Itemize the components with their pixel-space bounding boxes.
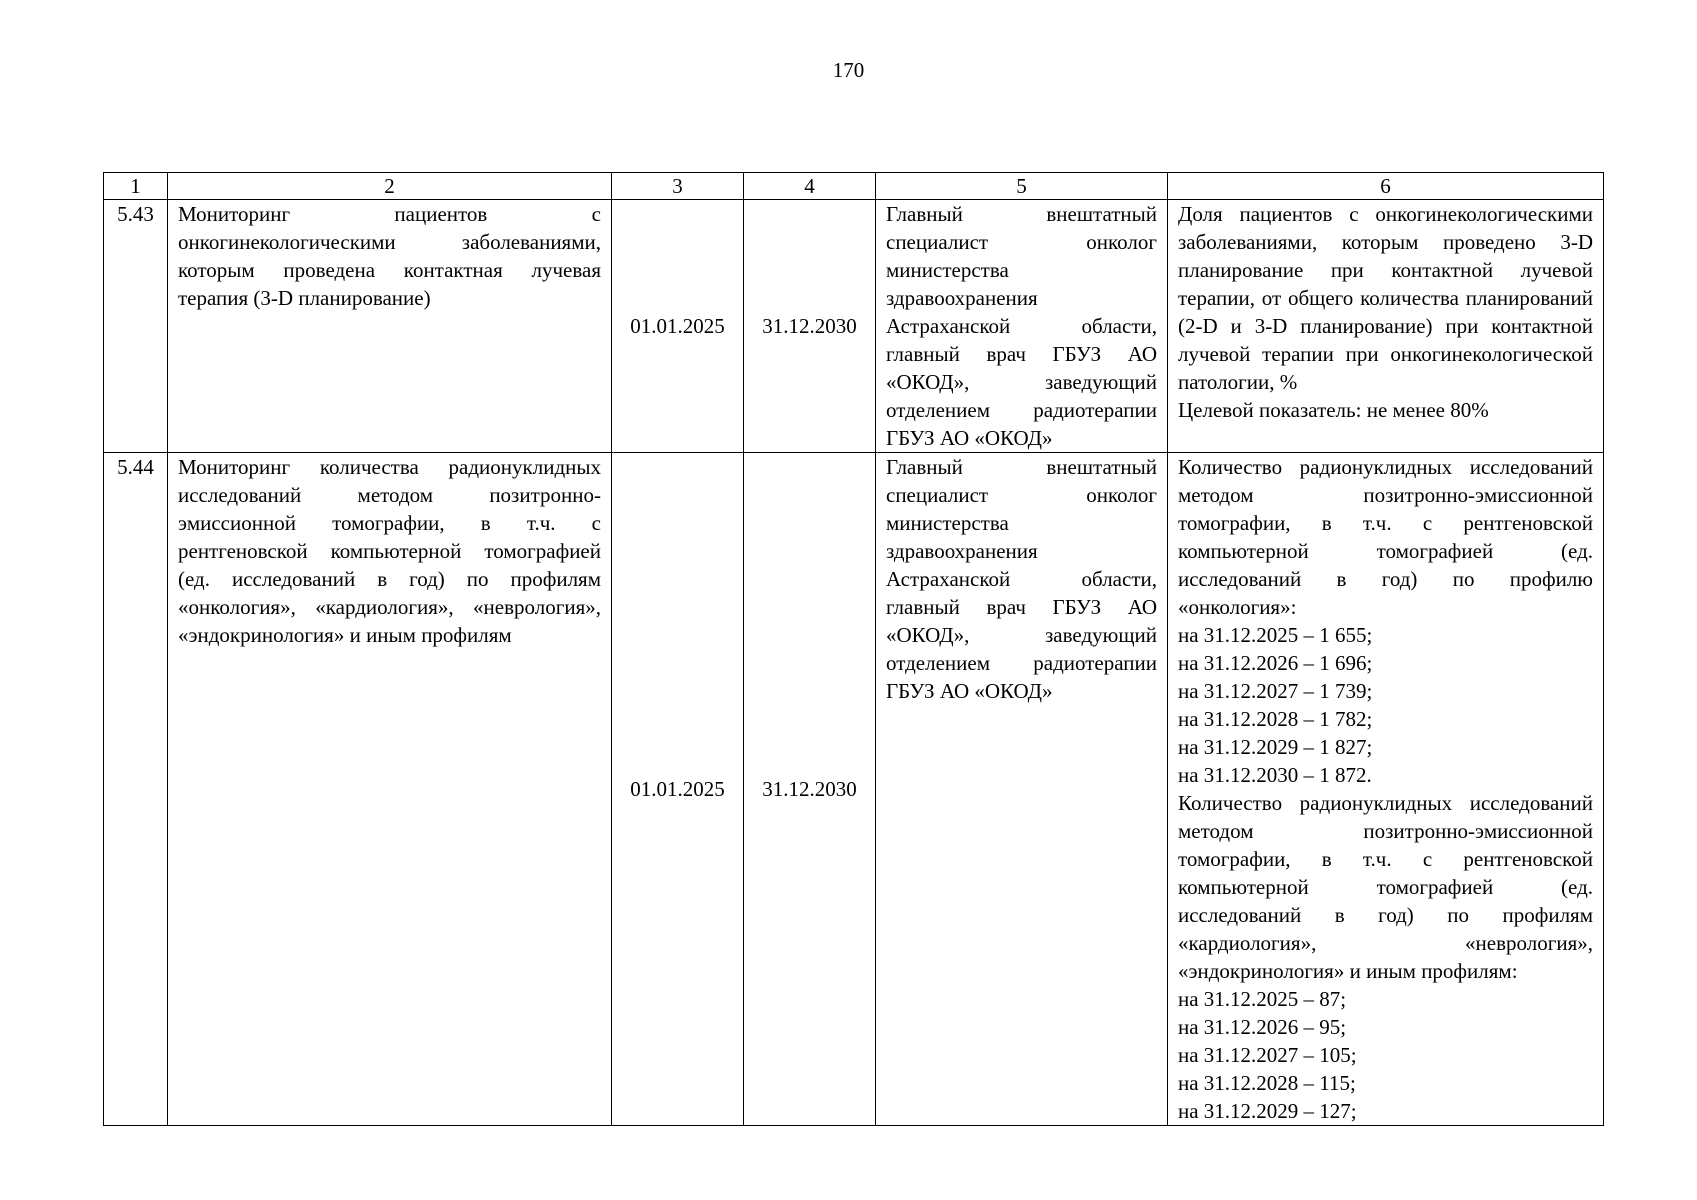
- indicator-line: на 31.12.2027 – 105;: [1178, 1043, 1357, 1067]
- row-indicator: [1168, 453, 1604, 1126]
- indicator-line: Количество радионуклидных исследований методом позитронно-эмиссионной томографии, в т.ч. с рентгеновской компьютерной томографией (ед. исследований в год) по профилям «кардиология», «неврология», «эндокринология» и иным профилям:: [1178, 791, 1593, 983]
- indicator-line: на 31.12.2026 – 1 696;: [1178, 651, 1373, 675]
- column-header-6: 6: [1168, 173, 1604, 200]
- row-start-date: 01.01.2025: [612, 200, 744, 453]
- indicator-line: Целевой показатель: не менее 80%: [1178, 398, 1489, 422]
- page-number: 170: [832, 58, 865, 82]
- indicator-line: Доля пациентов с онкогинекологическими заболеваниями, которым проведено 3-D планирование при контактной лучевой терапии, от общего количества планирований (2-D и 3-D планирование) при контактной лучевой терапии при онкогинекологической патологии, %: [1178, 202, 1593, 394]
- column-header-3: 3: [612, 173, 744, 200]
- row-description: Мониторинг количества радионуклидных исследований методом позитронно-эмиссионной томографии, в т.ч. с рентгеновской компьютерной томографией (ед. исследований в год) по профилям «онкология», «кардиология», «неврология», «эндокринология» и иным профилям: [168, 453, 612, 1126]
- row-description: Мониторинг пациентов с онкогинекологическими заболеваниями, которым проведена контактная лучевая терапия (3-D планирование): [168, 200, 612, 453]
- row-responsible: Главный внештатный специалист онколог министерства здравоохранения Астраханской области, главный врач ГБУЗ АО «ОКОД», заведующий отделением радиотерапии ГБУЗ АО «ОКОД»: [876, 200, 1168, 453]
- indicator-line: на 31.12.2030 – 1 872.: [1178, 763, 1372, 787]
- indicator-line: на 31.12.2025 – 87;: [1178, 987, 1347, 1011]
- indicator-line: Количество радионуклидных исследований методом позитронно-эмиссионной томографии, в т.ч. с рентгеновской компьютерной томографией (ед. исследований в год) по профилю «онкология»:: [1178, 455, 1593, 619]
- row-number: 5.43: [104, 200, 168, 453]
- indicator-line: на 31.12.2029 – 127;: [1178, 1099, 1357, 1123]
- row-end-date: 31.12.2030: [744, 453, 876, 1126]
- indicator-line: на 31.12.2028 – 1 782;: [1178, 707, 1373, 731]
- row-responsible: Главный внештатный специалист онколог министерства здравоохранения Астраханской области, главный врач ГБУЗ АО «ОКОД», заведующий отделением радиотерапии ГБУЗ АО «ОКОД»: [876, 453, 1168, 1126]
- column-header-2: 2: [168, 173, 612, 200]
- row-start-date: 01.01.2025: [612, 453, 744, 1126]
- table-row: [104, 453, 1604, 1126]
- row-end-date: 31.12.2030: [744, 200, 876, 453]
- indicator-line: на 31.12.2027 – 1 739;: [1178, 679, 1373, 703]
- indicator-line: на 31.12.2026 – 95;: [1178, 1015, 1347, 1039]
- plan-table: [103, 172, 1604, 1126]
- column-header-5: 5: [876, 173, 1168, 200]
- indicator-line: на 31.12.2028 – 115;: [1178, 1071, 1356, 1095]
- table-row: [104, 200, 1604, 453]
- indicator-line: на 31.12.2029 – 1 827;: [1178, 735, 1373, 759]
- row-indicator: [1168, 200, 1604, 453]
- column-header-1: 1: [104, 173, 168, 200]
- row-number: 5.44: [104, 453, 168, 1126]
- header-row: [104, 173, 1604, 200]
- indicator-line: на 31.12.2025 – 1 655;: [1178, 623, 1373, 647]
- column-header-4: 4: [744, 173, 876, 200]
